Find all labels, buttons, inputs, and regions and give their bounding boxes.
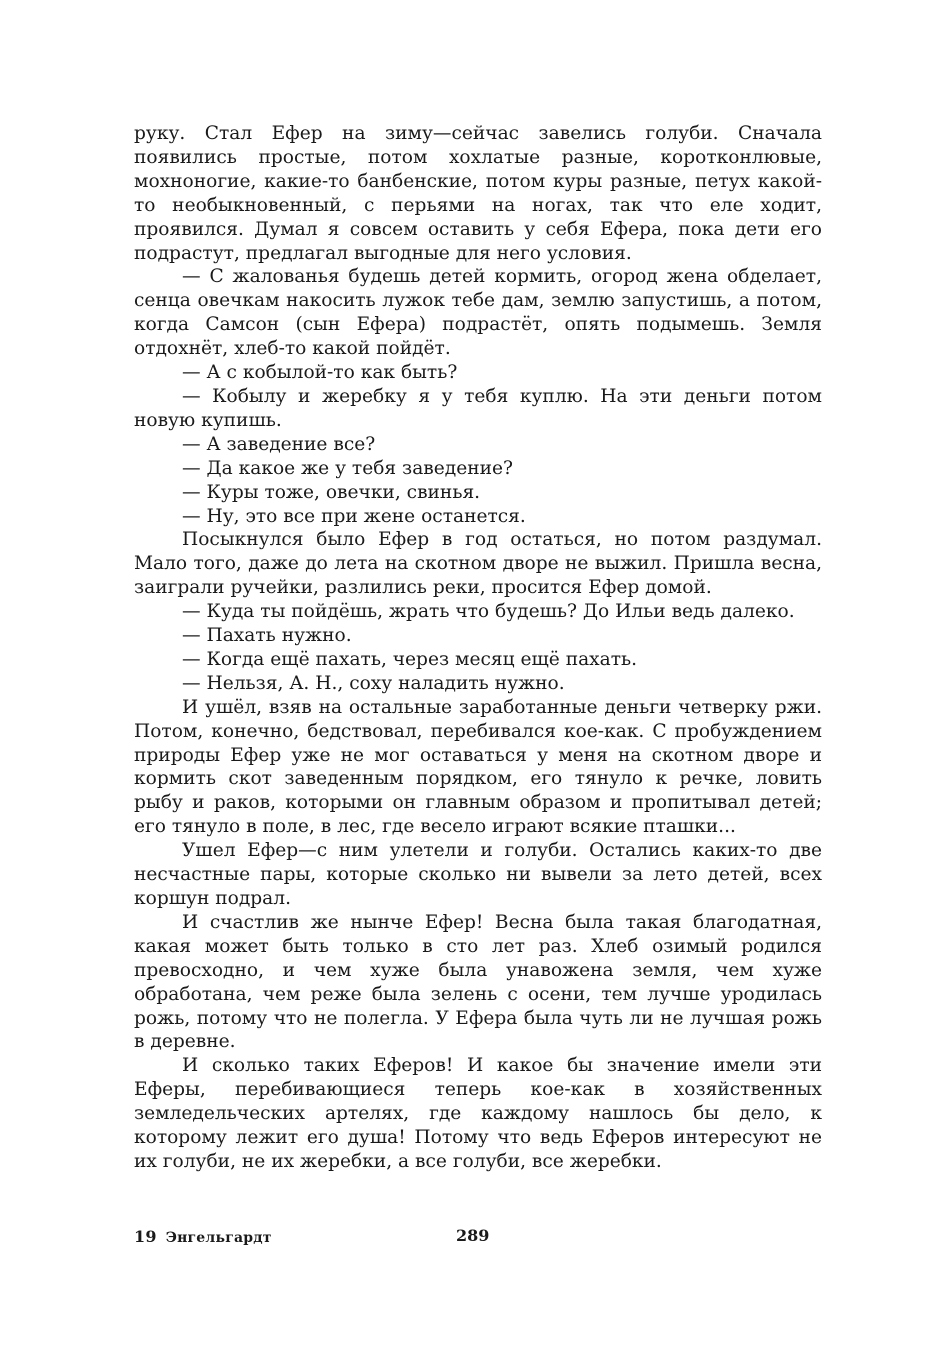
printer-signature	[134, 1227, 272, 1246]
dialogue-line: — А с кобылой-то как быть?	[182, 362, 458, 384]
page-number: 289	[456, 1226, 490, 1245]
paragraph: И ушёл, взяв на остальные заработанные деньги четверку ржи. Потом, конечно, бедствовал, перебивался кое-как. С пробуждением природы Ефер уже не мог оставаться у меня на скотном дворе и кормить скот заведенным порядком, его тянуло к речке, ловить рыбу и раков, которыми он главным образом и пропитывал детей; его тянуло в поле, в лес, где весело играют всякие пташки...	[134, 696, 822, 838]
signature-number: 19	[134, 1227, 157, 1246]
paragraph: И счастлив же нынче Ефер! Весна была такая благодатная, какая может быть только в сто лет раз. Хлеб озимый родился превосходно, и чем хуже была унавожена земля, чем хуже обработана, чем реже была зелень с осени, тем лучше уродилась рожь, потому что не полегла. У Ефера была чуть ли не лучшая рожь в деревне.	[134, 911, 822, 1053]
dialogue-line: — Да какое же у тебя заведение?	[182, 457, 513, 479]
dialogue-line: — Пахать нужно.	[182, 625, 352, 647]
page-footer	[0, 1224, 948, 1254]
dialogue-line: — Ну, это все при жене останется.	[182, 505, 526, 527]
dialogue-line: — Куры тоже, овечки, свинья.	[182, 481, 481, 503]
signature-name: Энгельгардт	[165, 1230, 272, 1246]
dialogue-line: — Кобылу и жеребку я у тебя куплю. На эти деньги потом новую купишь.	[134, 385, 822, 431]
dialogue-line: — Куда ты пойдёшь, жрать что будешь? До Ильи ведь далеко.	[182, 601, 795, 623]
dialogue-line: — Когда ещё пахать, через месяц ещё пахать.	[182, 648, 638, 670]
body-text	[134, 122, 822, 1174]
dialogue-line: — Нельзя, А. Н., соху наладить нужно.	[182, 672, 565, 694]
dialogue-line: — А заведение все?	[182, 433, 376, 455]
paragraph: Посыкнулся было Ефер в год остаться, но потом раздумал. Мало того, даже до лета на скотном дворе не выжил. Пришла весна, заиграли ручейки, разлились реки, просится Ефер домой.	[134, 529, 822, 599]
paragraph: Ушел Ефер—с ним улетели и голуби. Остались каких-то две несчастные пары, которые сколько ни вывели за лето детей, всех коршун подрал.	[134, 840, 822, 909]
paragraph: руку. Стал Ефер на зиму—сейчас завелись голуби. Сначала появились простые, потом хохлатые разные, коротконлювые, мохноногие, какие-то банбенские, потом куры разные, петух какой-то необыкновенный, с перьями на ногах, так что еле ходит, проявился. Думал я совсем оставить у себя Ефера, пока дети его подрастут, предлагал выгодные для него условия.	[134, 123, 822, 264]
paragraph: — С жалованья будешь детей кормить, огород жена обделает, сенца овечкам накосить лужок тебе дам, землю запустишь, а потом, когда Самсон (сын Ефера) подрастёт, опять подымешь. Земля отдохнёт, хлеб-то какой пойдёт.	[134, 266, 822, 360]
paragraph: И сколько таких Еферов! И какое бы значение имели эти Еферы, перебивающиеся теперь кое-как в хозяйственных земледельческих артелях, где каждому нашлось бы дело, к которому лежит его душа! Потому что ведь Еферов интересуют не их голуби, не их жеребки, а все голуби, все жеребки.	[134, 1055, 822, 1172]
